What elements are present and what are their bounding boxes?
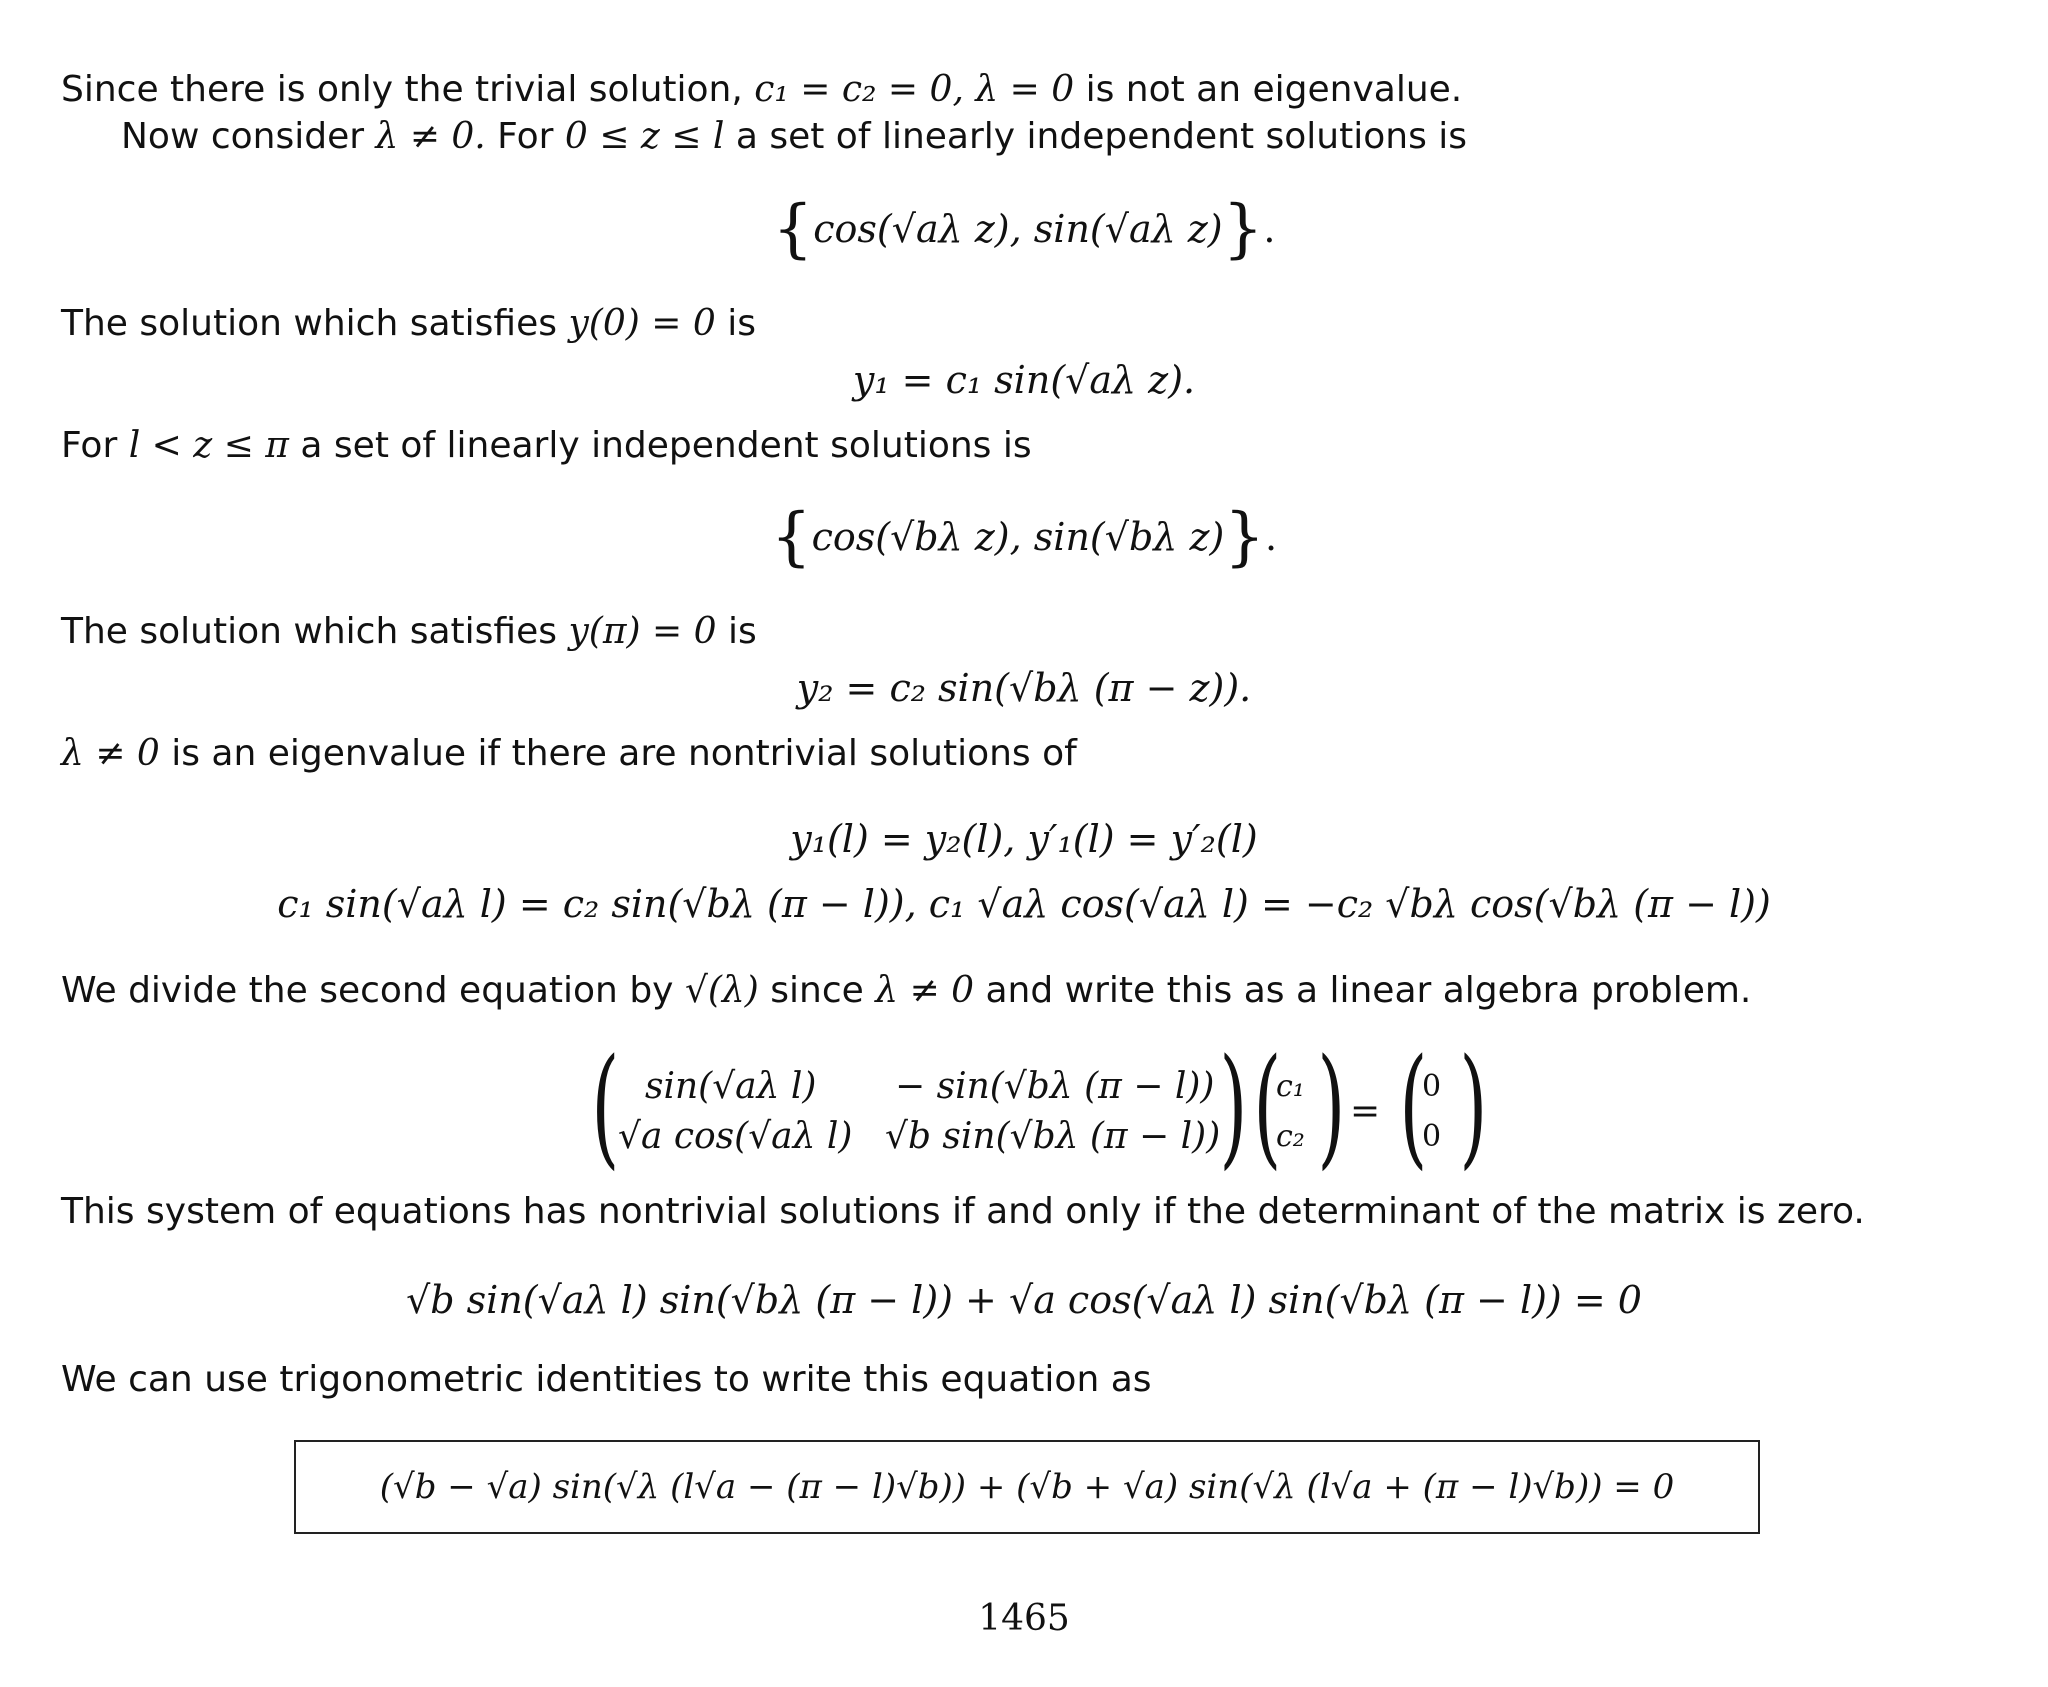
text: For [497, 116, 554, 157]
vector-x2: c₂ [1276, 1119, 1305, 1154]
boxed-final-equation [294, 1440, 1760, 1534]
inline-math: 0 ≤ z ≤ l [564, 116, 725, 157]
paragraph-trig-identities: We can use trigonometric identities to write this equation as [61, 1359, 1152, 1400]
text: is [727, 303, 756, 344]
inline-math: √(λ) [684, 970, 759, 1011]
text: a set of linearly independent solutions is [300, 425, 1032, 466]
inline-math: λ ≠ 0 [875, 970, 974, 1011]
paragraph-consider-nonzero [121, 115, 1467, 159]
equation-body: cos(√aλ z), sin(√aλ z) [813, 207, 1223, 251]
left-brace: { [770, 500, 812, 574]
equation-body: (√b − √a) sin(√λ (l√a − (π − l)√b)) + (√b + √a) sin(√λ (l√a + (π − l)√b)) = 0 [379, 1467, 1675, 1507]
inline-math: l < z ≤ π [128, 425, 289, 466]
matrix-a12: − sin(√bλ (π − l)) [895, 1066, 1215, 1107]
text: is an eigenvalue if there are nontrivial solutions of [171, 733, 1077, 774]
inline-math: y(π) = 0 [568, 611, 717, 652]
paragraph-determinant-zero: This system of equations has nontrivial solutions if and only if the determinant of the matrix is zero. [61, 1191, 1865, 1232]
paragraph-satisfies-ypi [61, 610, 757, 654]
matrix-left-paren: ( [591, 1030, 620, 1182]
paragraph-trivial-solution [61, 68, 1462, 112]
right-brace: } [1222, 192, 1264, 266]
equation-continuity-conditions: y₁(l) = y₂(l), y′₁(l) = y′₂(l) [790, 817, 1258, 861]
equation-solution-set-a: {cos(√aλ z), sin(√aλ z)}. [772, 192, 1276, 266]
inline-math: λ ≠ 0. [375, 116, 486, 157]
equation-y1: y₁ = c₁ sin(√aλ z). [852, 358, 1196, 402]
equation-y2: y₂ = c₂ sin(√bλ (π − z)). [796, 666, 1252, 710]
equation-solution-set-b: {cos(√bλ z), sin(√bλ z)}. [770, 500, 1278, 574]
matrix-equation [0, 1030, 2048, 1182]
right-brace: } [1224, 500, 1266, 574]
equation-continuity-expanded: c₁ sin(√aλ l) = c₂ sin(√bλ (π − l)), c₁ √aλ cos(√aλ l) = −c₂ √bλ cos(√bλ (π − l)) [277, 882, 1771, 926]
text: a set of linearly independent solutions is [735, 116, 1468, 157]
text: and write this as a linear algebra problem. [985, 970, 1752, 1011]
text: For [61, 425, 118, 466]
matrix-a11: sin(√aλ l) [645, 1066, 817, 1107]
page-number: 1465 [978, 1598, 1070, 1639]
inline-math: y(0) = 0 [568, 303, 716, 344]
matrix-a22: √b sin(√bλ (π − l)) [885, 1116, 1221, 1157]
text: since [770, 970, 864, 1011]
inline-math: λ ≠ 0 [61, 733, 160, 774]
text: is [727, 611, 757, 652]
vector-x1: c₁ [1276, 1069, 1305, 1104]
text: Since there is only the trivial solution, [61, 69, 743, 110]
inline-math: c₁ = c₂ = 0, λ = 0 [754, 69, 1075, 110]
matrix-a21: √a cos(√aλ l) [618, 1116, 853, 1157]
text: We divide the second equation by [61, 970, 674, 1011]
paragraph-eigenvalue-condition [61, 732, 1077, 776]
paragraph-l-lt-z [61, 424, 1032, 468]
equation-body: cos(√bλ z), sin(√bλ z) [811, 515, 1225, 559]
text: The solution which satisfies [61, 303, 557, 344]
matrix-equals: = [1350, 1091, 1381, 1132]
matrix-right-paren: ) [1219, 1030, 1248, 1182]
vector-right-paren: ) [1317, 1030, 1346, 1182]
text: is not an eigenvalue. [1085, 69, 1463, 110]
paragraph-satisfies-y0 [61, 302, 756, 346]
text: Now consider [121, 116, 365, 157]
paragraph-divide-sqrt-lambda [61, 969, 1751, 1013]
equation-determinant: √b sin(√aλ l) sin(√bλ (π − l)) + √a cos(√aλ l) sin(√bλ (π − l)) = 0 [406, 1278, 1642, 1322]
text: The solution which satisfies [61, 611, 557, 652]
vector-left-paren: ( [1253, 1030, 1282, 1182]
rhs-right-paren: ) [1459, 1030, 1488, 1182]
rhs-r2: 0 [1422, 1119, 1442, 1154]
rhs-left-paren: ( [1399, 1030, 1428, 1182]
left-brace: { [772, 192, 814, 266]
rhs-r1: 0 [1422, 1069, 1442, 1104]
